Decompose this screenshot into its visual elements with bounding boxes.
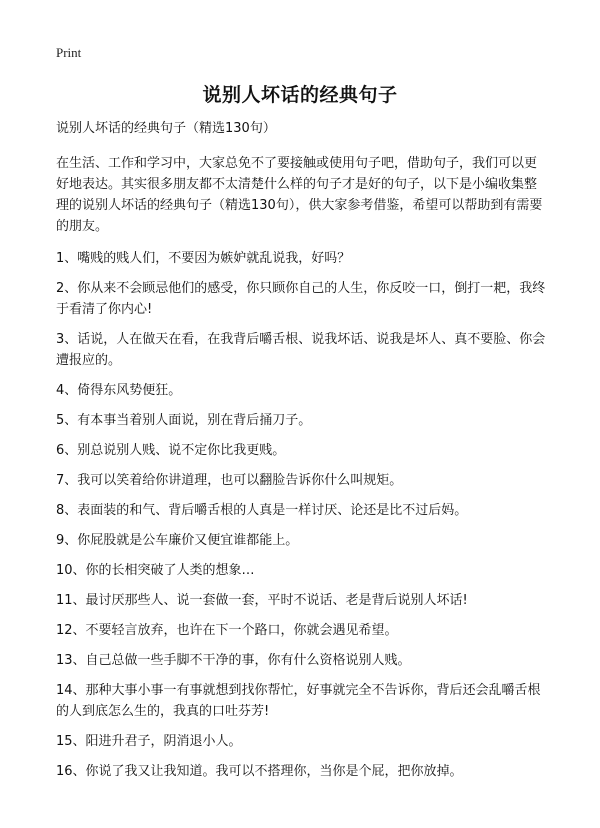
list-item: 16、你说了我又让我知道。我可以不搭理你，当你是个屁，把你放掉。 — [56, 764, 463, 779]
list-item: 9、你屁股就是公车廉价又便宜谁都能上。 — [56, 533, 299, 548]
list-item: 12、不要轻言放弃，也许在下一个路口，你就会遇见希望。 — [56, 623, 398, 638]
list-item: 6、别总说别人贱、说不定你比我更贱。 — [56, 443, 286, 458]
list-item: 14、那种大事小事一有事就想到找你帮忙，好事就完全不告诉你，背后还会乱嚼舌根的人到底怎么生的，我真的口吐芬芳! — [56, 683, 541, 719]
article-subtitle: 说别人坏话的经典句子（精选130句） — [56, 121, 276, 136]
list-item: 11、最讨厌那些人、说一套做一套，平时不说话、老是背后说别人坏话! — [56, 593, 468, 608]
print-link[interactable]: Print — [56, 45, 82, 60]
list-item: 7、我可以笑着给你讲道理，也可以翻脸告诉你什么叫规矩。 — [56, 473, 403, 488]
article-body — [56, 118, 548, 791]
list-item: 15、阳进升君子，阴消退小人。 — [56, 734, 242, 749]
list-item: 4、倚得东风势便狂。 — [56, 383, 182, 398]
list-item: 3、话说，人在做天在看，在我背后嚼舌根、说我坏话、说我是坏人、真不要脸、你会遭报应的。 — [56, 332, 546, 368]
list-item: 1、嘴贱的贱人们，不要因为嫉妒就乱说我，好吗？ — [56, 251, 351, 266]
list-item: 2、你从来不会顾忌他们的感受，你只顾你自己的人生，你反咬一口，倒打一耙，我终于看清了你内心! — [56, 281, 546, 317]
intro-paragraph: 在生活、工作和学习中，大家总免不了要接触或使用句子吧，借助句子，我们可以更好地表达。其实很多朋友都不太清楚什么样的句子才是好的句子，以下是小编收集整理的说别人坏话的经典句子（精选130句），供大家参考借鉴，希望可以帮助到有需要的朋友。 — [56, 156, 543, 234]
page-title: 说别人坏话的经典句子 — [202, 84, 398, 106]
list-item: 13、自己总做一些手脚不干净的事，你有什么资格说别人贱。 — [56, 653, 411, 668]
list-item: 5、有本事当着别人面说，别在背后捅刀子。 — [56, 413, 312, 428]
list-item: 10、你的长相突破了人类的想象… — [56, 563, 255, 578]
list-item: 8、表面装的和气、背后嚼舌根的人真是一样讨厌、论还是比不过后妈。 — [56, 503, 468, 518]
